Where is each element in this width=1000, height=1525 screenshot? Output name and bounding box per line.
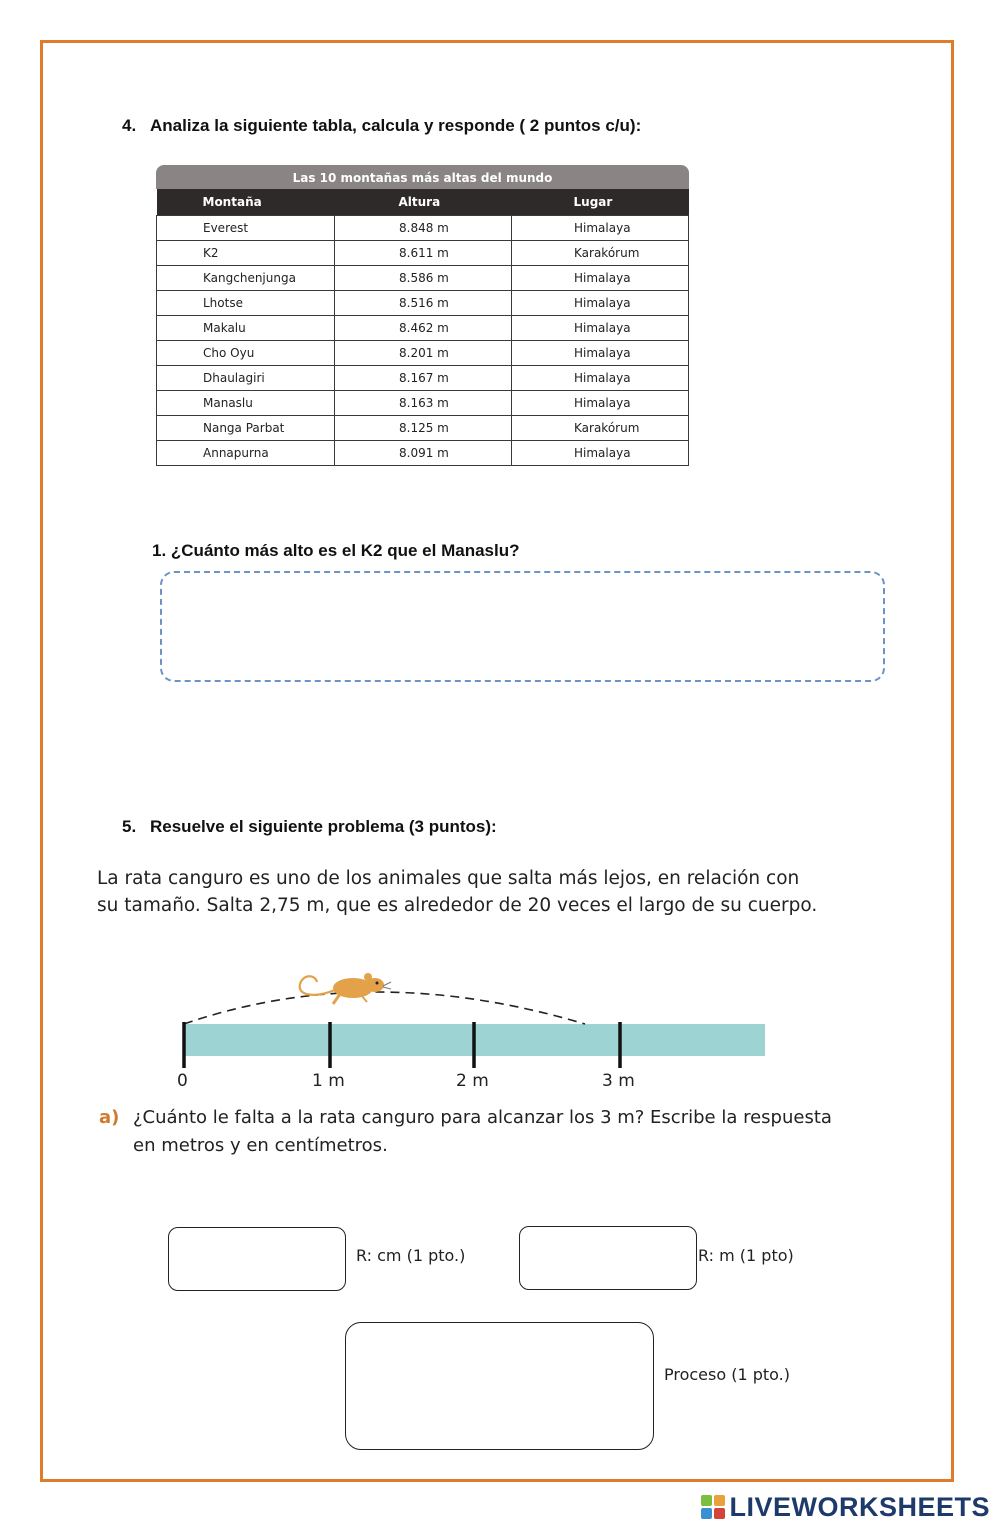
table-row [157, 391, 689, 416]
sub-question-1: 1. ¿Cuánto más alto es el K2 que el Manaslu? [152, 541, 520, 560]
answer-cm-label: R: cm (1 pto.) [356, 1246, 466, 1265]
cell-height: 8.163 m [335, 391, 512, 416]
table-header-row [157, 189, 689, 216]
table-title: Las 10 montañas más altas del mundo [156, 165, 689, 189]
question-4-text: Analiza la siguiente tabla, calcula y responde ( 2 puntos c/u): [150, 116, 642, 135]
cell-mountain: Makalu [157, 316, 335, 341]
cell-place: Karakórum [512, 416, 689, 441]
tick-label-3m: 3 m [602, 1071, 635, 1091]
answer-cm-input[interactable] [168, 1227, 346, 1291]
answer-m-label: R: m (1 pto) [698, 1246, 794, 1265]
question-5-number: 5. [122, 817, 137, 836]
cell-mountain: Everest [157, 216, 335, 241]
cell-height: 8.125 m [335, 416, 512, 441]
cell-place: Himalaya [512, 216, 689, 241]
answer-m-input[interactable] [519, 1226, 697, 1290]
kangaroo-rat-icon [300, 973, 391, 1004]
table-row [157, 416, 689, 441]
mountains-table [156, 165, 689, 466]
question-a-line-1: ¿Cuánto le falta a la rata canguro para alcanzar los 3 m? Escribe la respuesta [133, 1107, 832, 1128]
number-line-diagram [160, 960, 780, 1070]
table-row [157, 341, 689, 366]
cell-height: 8.167 m [335, 366, 512, 391]
cell-place: Himalaya [512, 441, 689, 466]
cell-place: Karakórum [512, 241, 689, 266]
table-row [157, 241, 689, 266]
cell-place: Himalaya [512, 391, 689, 416]
cell-mountain: Manaslu [157, 391, 335, 416]
cell-place: Himalaya [512, 291, 689, 316]
process-label: Proceso (1 pto.) [664, 1365, 791, 1384]
question-5-text: Resuelve el siguiente problema (3 puntos): [150, 817, 497, 836]
table-row [157, 291, 689, 316]
tick-label-0: 0 [177, 1071, 188, 1091]
table-row [157, 316, 689, 341]
table-row [157, 441, 689, 466]
cell-mountain: Nanga Parbat [157, 416, 335, 441]
problem-line-1: La rata canguro es uno de los animales que salta más lejos, en relación con [97, 868, 800, 889]
table-row [157, 266, 689, 291]
question-a-line-2: en metros y en centímetros. [133, 1135, 388, 1156]
question-a-letter: a) [99, 1107, 120, 1128]
header-mountain: Montaña [157, 189, 335, 216]
cell-height: 8.091 m [335, 441, 512, 466]
question-5-heading [122, 817, 497, 837]
cell-mountain: Annapurna [157, 441, 335, 466]
question-4-number: 4. [122, 116, 137, 135]
cell-mountain: Dhaulagiri [157, 366, 335, 391]
cell-height: 8.611 m [335, 241, 512, 266]
process-input[interactable] [345, 1322, 654, 1450]
cell-place: Himalaya [512, 266, 689, 291]
cell-place: Himalaya [512, 316, 689, 341]
cell-height: 8.462 m [335, 316, 512, 341]
problem-statement [97, 865, 837, 919]
cell-mountain: K2 [157, 241, 335, 266]
brand-text: LIVEWORKSHEETS [729, 1491, 990, 1522]
cell-height: 8.848 m [335, 216, 512, 241]
cell-place: Himalaya [512, 366, 689, 391]
cell-height: 8.586 m [335, 266, 512, 291]
jump-arc [184, 992, 585, 1024]
question-4-heading [122, 116, 641, 136]
header-place: Lugar [512, 189, 689, 216]
table-row [157, 366, 689, 391]
cell-mountain: Lhotse [157, 291, 335, 316]
table-row [157, 216, 689, 241]
problem-line-2: su tamaño. Salta 2,75 m, que es alrededor de 20 veces el largo de su cuerpo. [97, 895, 818, 916]
answer-input-k2-manaslu[interactable] [160, 571, 885, 682]
cell-height: 8.516 m [335, 291, 512, 316]
cell-place: Himalaya [512, 341, 689, 366]
liveworksheets-icon [701, 1495, 725, 1519]
question-a [99, 1104, 839, 1160]
cell-mountain: Kangchenjunga [157, 266, 335, 291]
cell-height: 8.201 m [335, 341, 512, 366]
header-height: Altura [335, 189, 512, 216]
liveworksheets-logo [701, 1492, 990, 1522]
tick-label-1m: 1 m [312, 1071, 345, 1091]
cell-mountain: Cho Oyu [157, 341, 335, 366]
tick-label-2m: 2 m [456, 1071, 489, 1091]
